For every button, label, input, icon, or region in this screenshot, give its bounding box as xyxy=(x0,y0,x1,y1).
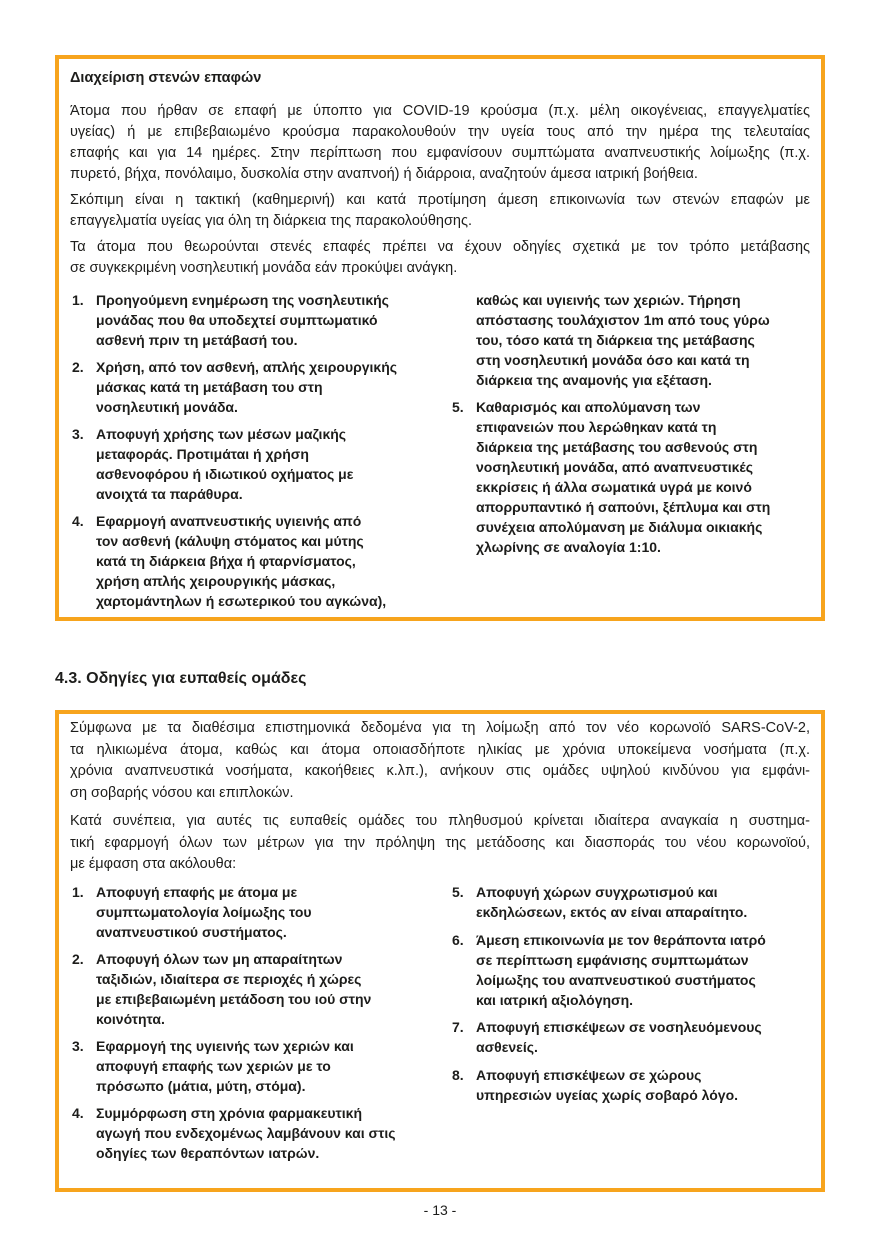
list-item-line: υπηρεσιών υγείας χωρίς σοβαρό λόγο. xyxy=(476,1086,739,1103)
list-item-line: νοσηλευτική μονάδα. xyxy=(96,399,238,415)
paragraph-line: σε συγκεκριμένη νοσηλευτική μονάδα εάν προκύψει ανάγκη. xyxy=(70,260,458,276)
list-item-line: του, τόσο κατά τη διάρκεια της μετάβασης xyxy=(476,332,755,348)
list-item-line: διάρκεια της μετάβασης του ασθενούς στη xyxy=(476,439,758,455)
list-item-line: Αποφυγή επισκέψεων σε νοσηλευόμενους xyxy=(476,1019,762,1035)
list-item-line: Προηγούμενη ενημέρωση της νοσηλευτικής xyxy=(96,292,389,308)
list-item xyxy=(70,1103,450,1163)
list-item-line: ασθενείς. xyxy=(476,1039,538,1055)
list-item-continuation xyxy=(450,290,810,390)
vulnerable-groups-box xyxy=(55,710,825,1192)
paragraph-line: με έμφαση στα ακόλουθα: xyxy=(70,856,237,872)
list-column-left xyxy=(70,882,450,1170)
list-item-line: συνέχεια απολύμανση με διάλυμα οικιακής xyxy=(476,519,763,535)
list-item-line: απορρυπαντικό ή σαπούνι, ξέπλυμα και στη xyxy=(476,499,771,515)
list-item-line: αποφυγή επαφής των χεριών με το xyxy=(96,1058,331,1074)
numbered-list xyxy=(70,290,810,618)
list-item-line: διάρκεια της αναμονής για εξέταση. xyxy=(476,372,712,388)
list-item-line: εκδηλώσεων, εκτός αν είναι απαραίτητο. xyxy=(476,904,748,920)
list-item-line: αναπνευστικού συστήματος. xyxy=(96,924,287,940)
list-item xyxy=(70,357,450,417)
list-item-line: Αποφυγή όλων των μη απαραίτητων xyxy=(96,951,343,967)
paragraph-line: τική εφαρμογή όλων των μέτρων για την πρόληψη της μετάδοσης και διασποράς του νέου κορωνοϊού, xyxy=(70,834,810,851)
list-item-line: Χρήση, από τον ασθενή, απλής χειρουργικής xyxy=(96,359,398,375)
list-item-line: μονάδας που θα υποδεχτεί συμπτωματικό xyxy=(96,312,378,328)
numbered-list xyxy=(70,882,810,1170)
paragraph xyxy=(70,190,810,232)
list-item-line: χαρτομάντηλων ή εσωτερικού του αγκώνα), xyxy=(96,593,387,609)
list-item-number: 2. xyxy=(72,359,84,375)
list-item-line: Καθαρισμός και απολύμανση των xyxy=(476,399,701,415)
list-item-line: οδηγίες των θεραπόντων ιατρών. xyxy=(96,1145,320,1161)
list-item-line: Αποφυγή επισκέψεων σε χώρους xyxy=(476,1066,702,1083)
paragraph xyxy=(70,237,810,279)
list-item-line: Εφαρμογή της υγιεινής των χεριών και xyxy=(96,1038,354,1054)
list-item-line: Εφαρμογή αναπνευστικής υγιεινής από xyxy=(96,513,362,529)
list-item-line: Αποφυγή χρήσης των μέσων μαζικής xyxy=(96,426,347,442)
list-item-line: με επιβεβαιωμένη μετάδοση του ιού στην xyxy=(96,991,372,1007)
list-item-line: κατά τη διάρκεια βήχα ή φταρνίσματος, xyxy=(96,553,356,569)
list-item xyxy=(70,882,450,942)
list-item-line: λοίμωξης του αναπνευστικού συστήματος xyxy=(476,971,756,988)
list-item-number: 3. xyxy=(72,426,84,442)
paragraph-line: Κατά συνέπεια, για αυτές τις ευπαθείς ομάδες του πληθυσμού κρίνεται ιδιαίτερα αναγκαία η συστημα- xyxy=(70,813,810,829)
list-item-line: Αποφυγή επαφής με άτομα με xyxy=(96,884,298,900)
paragraph-line: πυρετό, βήχα, πονόλαιμο, δυσκολία στην αναπνοή) ή διάρροια, αναζητούν άμεσα ιατρική βοήθεια. xyxy=(70,166,698,182)
list-item-line: επιφανειών που λερώθηκαν κατά τη xyxy=(476,419,717,435)
paragraph-line: χρόνια αναπνευστικά νοσήματα, κακοήθειες κ.λπ.), ανήκουν στις ομάδες υψηλού κινδύνου για εμφάνι- xyxy=(70,763,810,779)
paragraph-line: επαγγελματία υγείας για όλη τη διάρκεια της παρακολούθησης. xyxy=(70,213,472,229)
paragraph-line: Τα άτομα που θεωρούνται στενές επαφές πρέπει να έχουν οδηγίες σχετικά με τον τρόπο μετάβασης xyxy=(70,239,810,255)
list-column-right xyxy=(450,882,810,1170)
paragraph-line: Σκόπιμη είναι η τακτική (καθημερινή) και κατά προτίμηση άμεση επικοινωνία των στενών επαφών με xyxy=(70,192,810,208)
list-item-line: κοινότητα. xyxy=(96,1011,165,1027)
list-item-number: 6. xyxy=(452,931,464,948)
paragraph-line: υγείας) ή με επιβεβαιωμένο κρούσμα παρακολουθούν την υγεία τους από την ημέρα της τελευταίας xyxy=(70,124,810,140)
list-item-line: ταξιδιών, ιδιαίτερα σε περιοχές ή χώρες xyxy=(96,971,362,987)
list-item xyxy=(450,397,810,557)
list-item-number: 2. xyxy=(72,951,84,967)
list-item-line: τον ασθενή (κάλυψη στόματος και μύτης xyxy=(96,533,364,549)
paragraph-line: τα ηλικιωμένα άτομα, καθώς και άτομα οποιασδήποτε ηλικίας με χρόνια υποκείμενα νοσήματα (π.χ. xyxy=(70,741,810,758)
list-item-number: 1. xyxy=(72,292,84,308)
list-item xyxy=(70,1036,450,1096)
section-heading: 4.3. Οδηγίες για ευπαθείς ομάδες xyxy=(55,670,307,687)
list-item xyxy=(70,424,450,504)
list-column-right xyxy=(450,290,810,618)
list-item xyxy=(450,1065,810,1105)
list-item-line: Συμμόρφωση στη χρόνια φαρμακευτική xyxy=(96,1105,363,1121)
paragraph xyxy=(70,101,810,185)
list-item xyxy=(450,930,810,1010)
list-column-left xyxy=(70,290,450,618)
list-item-line: καθώς και υγιεινής των χεριών. Τήρηση xyxy=(476,292,741,308)
list-item-number: 5. xyxy=(452,884,464,900)
box-title: Διαχείριση στενών επαφών xyxy=(70,70,262,86)
list-item-line: χλωρίνης σε αναλογία 1:10. xyxy=(476,539,661,555)
paragraph-line: Άτομα που ήρθαν σε επαφή με ύποπτο για COVID-19 κρούσμα (π.χ. μέλη οικογένειας, επαγγελματίες xyxy=(70,103,810,119)
list-item-line: αγωγή που ενδεχομένως λαμβάνουν και στις xyxy=(96,1125,396,1141)
close-contacts-box xyxy=(55,55,825,621)
list-item-line: χρήση απλής χειρουργικής μάσκας, xyxy=(96,573,336,589)
list-item-line: στη νοσηλευτική μονάδα όσο και κατά τη xyxy=(476,352,750,368)
list-item-line: απόστασης τουλάχιστον 1m από τους γύρω xyxy=(476,312,770,328)
list-item-line: Άμεση επικοινωνία με τον θεράποντα ιατρό xyxy=(476,931,766,948)
list-item-number: 8. xyxy=(452,1066,464,1083)
list-item-number: 7. xyxy=(452,1019,464,1035)
list-item-number: 5. xyxy=(452,399,464,415)
paragraph-line: Σύμφωνα με τα διαθέσιμα επιστημονικά δεδομένα για τη λοίμωξη από τον νέο κορωνοϊό SARS-CoV-2, xyxy=(70,720,810,736)
list-item-line: μεταφοράς. Προτιμάται ή χρήση xyxy=(96,446,309,462)
list-item xyxy=(70,949,450,1029)
list-item-line: συμπτωματολογία λοίμωξης του xyxy=(96,904,312,920)
list-item-line: μάσκας κατά τη μετάβαση του στη xyxy=(96,379,323,395)
list-item-line: ασθενοφόρου ή ιδιωτικού οχήματος με xyxy=(96,466,354,482)
list-item-line: Αποφυγή χώρων συγχρωτισμού και xyxy=(476,884,718,900)
list-item-line: και ιατρική αξιολόγηση. xyxy=(476,991,634,1008)
list-item-line: εκκρίσεις ή άλλα σωματικά υγρά με κοινό xyxy=(476,479,752,495)
list-item xyxy=(450,1017,810,1057)
paragraph-line: επαφής και για 14 ημέρες. Στην περίπτωση που εμφανίσουν συμπτώματα αναπνευστικής λοίμωξης (π.χ. xyxy=(70,145,810,161)
list-item-number: 3. xyxy=(72,1038,84,1054)
list-item xyxy=(70,511,450,611)
list-item-line: σε περίπτωση εμφάνισης συμπτωμάτων xyxy=(476,951,749,968)
list-item-number: 4. xyxy=(72,1105,84,1121)
paragraph xyxy=(70,811,810,876)
list-item-number: 1. xyxy=(72,884,84,900)
paragraph xyxy=(70,718,810,804)
list-item-line: πρόσωπο (μάτια, μύτη, στόμα). xyxy=(96,1078,306,1094)
list-item-line: νοσηλευτική μονάδα, από αναπνευστικές xyxy=(476,459,753,475)
list-item-line: ασθενή πριν τη μετάβασή του. xyxy=(96,332,298,348)
list-item xyxy=(450,882,810,922)
list-item-number: 4. xyxy=(72,513,84,529)
list-item xyxy=(70,290,450,350)
list-item-line: ανοιχτά τα παράθυρα. xyxy=(96,486,243,502)
page-number: - 13 - xyxy=(423,1202,457,1218)
paragraph-line: ση σοβαρής νόσου και επιπλοκών. xyxy=(70,784,294,801)
